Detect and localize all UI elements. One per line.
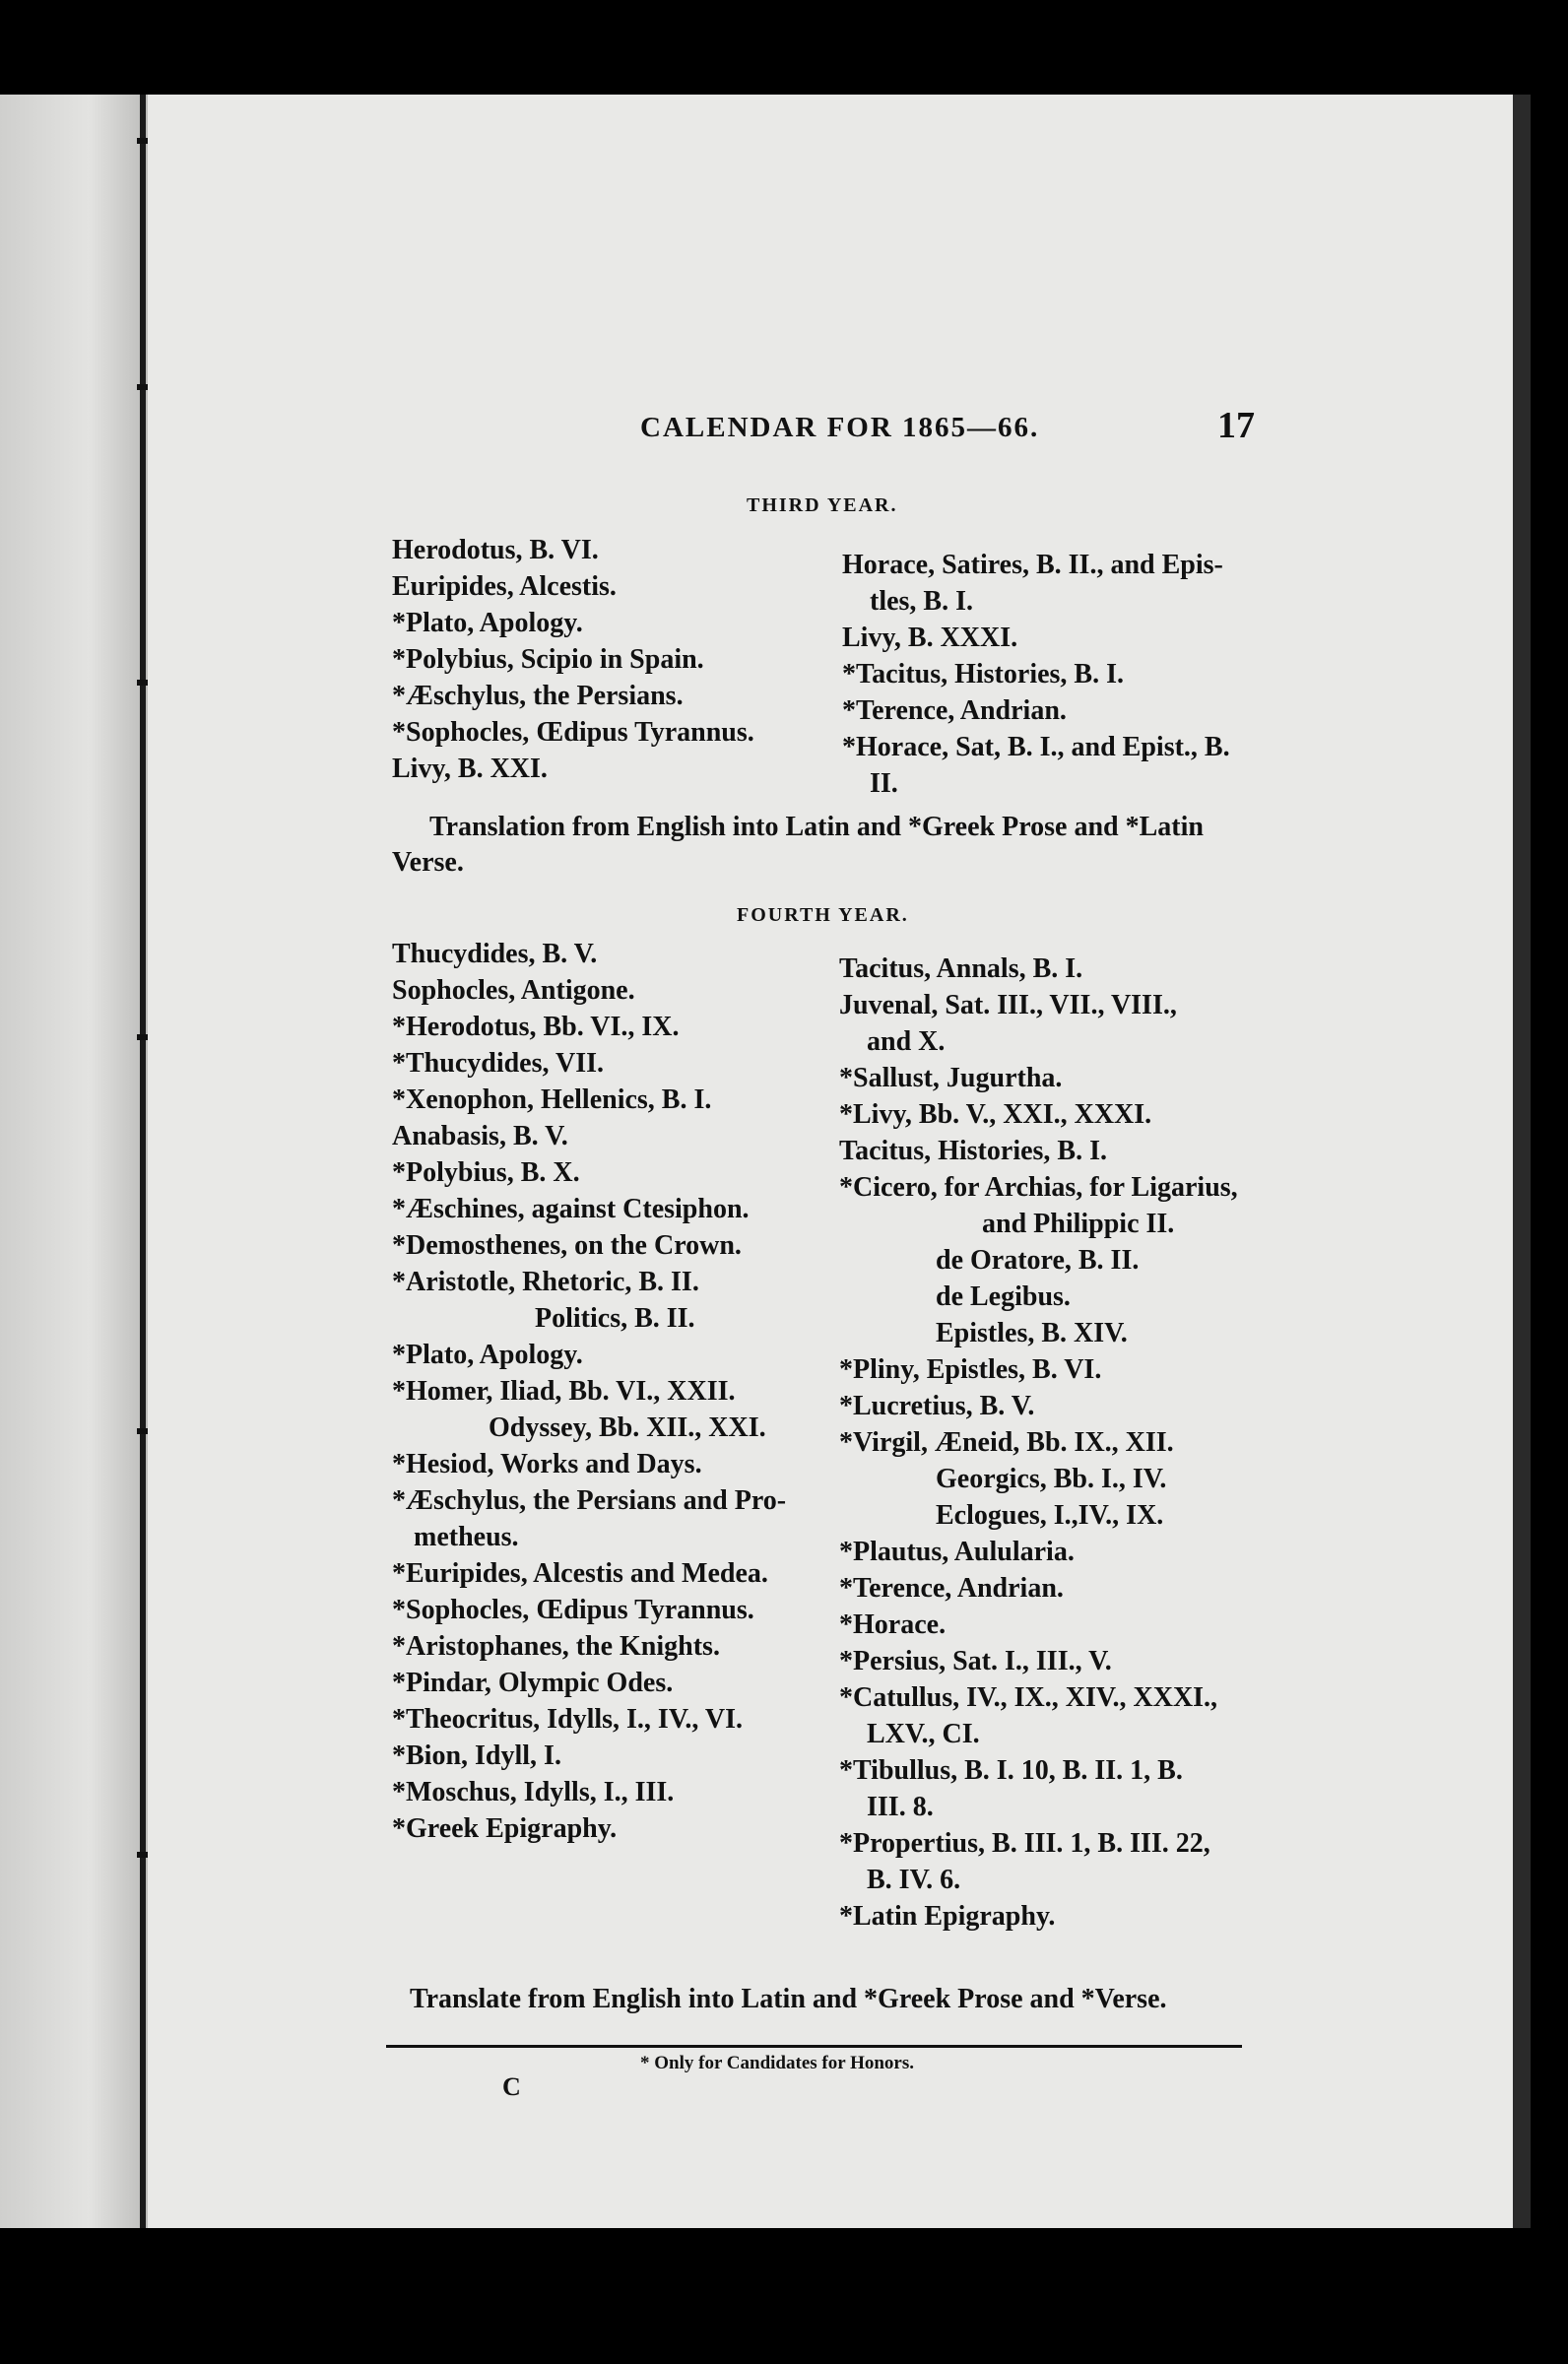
fourth-year-heading: FOURTH YEAR. [737,904,909,926]
list-item: *Homer, Iliad, Bb. VI., XXII. [392,1376,736,1407]
list-item: *Aristotle, Rhetoric, B. II. [392,1267,699,1297]
third-year-left-column [392,532,754,787]
list-item: *Hesiod, Works and Days. [392,1449,702,1479]
list-item: *Lucretius, B. V. [839,1391,1035,1421]
list-item: Livy, B. XXXI. [842,623,1018,653]
list-item: de Oratore, B. II. [936,1245,1140,1276]
third-year-heading: THIRD YEAR. [747,494,898,516]
list-item: *Horace, Sat, B. I., and Epist., B. [842,732,1230,762]
list-item: de Legibus. [936,1281,1071,1312]
list-item: *Tibullus, B. I. 10, B. II. 1, B. [839,1755,1183,1786]
list-item: *Horace. [839,1609,947,1640]
list-item: *Herodotus, Bb. VI., IX. [392,1012,680,1042]
list-item: Thucydides, B. V. [392,939,598,969]
fourth-year-right-column [839,951,1238,1935]
list-item: and X. [867,1026,946,1057]
list-item: Horace, Satires, B. II., and Epis- [842,550,1223,580]
list-item: *Persius, Sat. I., III., V. [839,1646,1112,1676]
fourth-year-left-column [392,936,786,1847]
list-item: *Livy, Bb. V., XXI., XXXI. [839,1099,1152,1130]
list-item: *Virgil, Æneid, Bb. IX., XII. [839,1427,1174,1458]
third-year-right-column [842,547,1230,802]
list-item: *Plato, Apology. [392,1340,583,1370]
list-item: *Pliny, Epistles, B. VI. [839,1354,1102,1385]
list-item: *Æschylus, the Persians and Pro- [392,1485,787,1516]
page-number: 17 [1217,405,1255,446]
list-item: *Æschines, against Ctesiphon. [392,1194,750,1224]
list-item: LXV., CI. [867,1719,980,1749]
list-item: *Latin Epigraphy. [839,1901,1056,1932]
list-item: metheus. [414,1522,519,1552]
list-item: Georgics, Bb. I., IV. [936,1464,1167,1494]
footnote: * Only for Candidates for Honors. [640,2053,914,2073]
list-item: Euripides, Alcestis. [392,571,617,602]
fourth-year-translation: Translate from English into Latin and *Greek Prose and *Verse. [410,1984,1167,2014]
list-item: *Thucydides, VII. [392,1048,605,1079]
list-item: *Demosthenes, on the Crown. [392,1230,742,1261]
signature-mark: C [502,2072,521,2101]
list-item: *Cicero, for Archias, for Ligarius, [839,1172,1238,1203]
list-item: Politics, B. II. [535,1303,695,1334]
list-item: *Terence, Andrian. [842,695,1067,726]
list-item: *Euripides, Alcestis and Medea. [392,1558,768,1589]
third-year-translation-cont: Verse. [392,847,464,878]
list-item: Tacitus, Histories, B. I. [839,1136,1107,1166]
list-item: III. 8. [867,1792,934,1822]
list-item: Livy, B. XXI. [392,754,548,784]
list-item: *Aristophanes, the Knights. [392,1631,720,1662]
list-item: B. IV. 6. [867,1865,961,1895]
list-item: Eclogues, I.,IV., IX. [936,1500,1164,1531]
list-item: Sophocles, Antigone. [392,975,635,1006]
list-item: *Pindar, Olympic Odes. [392,1668,674,1698]
list-item: Anabasis, B. V. [392,1121,568,1151]
footnote-rule [386,2045,1242,2048]
list-item: *Catullus, IV., IX., XIV., XXXI., [839,1682,1218,1713]
list-item: *Bion, Idyll, I. [392,1740,561,1771]
list-item: *Moschus, Idylls, I., III. [392,1777,675,1807]
list-item: *Tacitus, Histories, B. I. [842,659,1124,690]
list-item: *Polybius, B. X. [392,1157,580,1188]
list-item: *Plautus, Aulularia. [839,1537,1075,1567]
list-item: Herodotus, B. VI. [392,535,599,565]
running-title: CALENDAR FOR 1865—66. [640,412,1040,443]
list-item: *Sallust, Jugurtha. [839,1063,1063,1093]
list-item: *Theocritus, Idylls, I., IV., VI. [392,1704,744,1735]
list-item: Tacitus, Annals, B. I. [839,953,1083,984]
list-item: II. [870,768,898,799]
list-item: *Propertius, B. III. 1, B. III. 22, [839,1828,1210,1859]
list-item: *Sophocles, Œdipus Tyrannus. [392,1595,754,1625]
list-item: *Sophocles, Œdipus Tyrannus. [392,717,754,748]
third-year-translation: Translation from English into Latin and *Greek Prose and *Latin [429,812,1204,842]
list-item: and Philippic II. [982,1209,1175,1239]
list-item: Juvenal, Sat. III., VII., VIII., [839,990,1177,1020]
list-item: *Æschylus, the Persians. [392,681,684,711]
list-item: *Plato, Apology. [392,608,583,638]
list-item: *Xenophon, Hellenics, B. I. [392,1084,712,1115]
list-item: tles, B. I. [870,586,973,617]
list-item: *Polybius, Scipio in Spain. [392,644,704,675]
list-item: *Greek Epigraphy. [392,1813,618,1844]
list-item: Epistles, B. XIV. [936,1318,1128,1348]
list-item: Odyssey, Bb. XII., XXI. [489,1412,766,1443]
list-item: *Terence, Andrian. [839,1573,1064,1604]
